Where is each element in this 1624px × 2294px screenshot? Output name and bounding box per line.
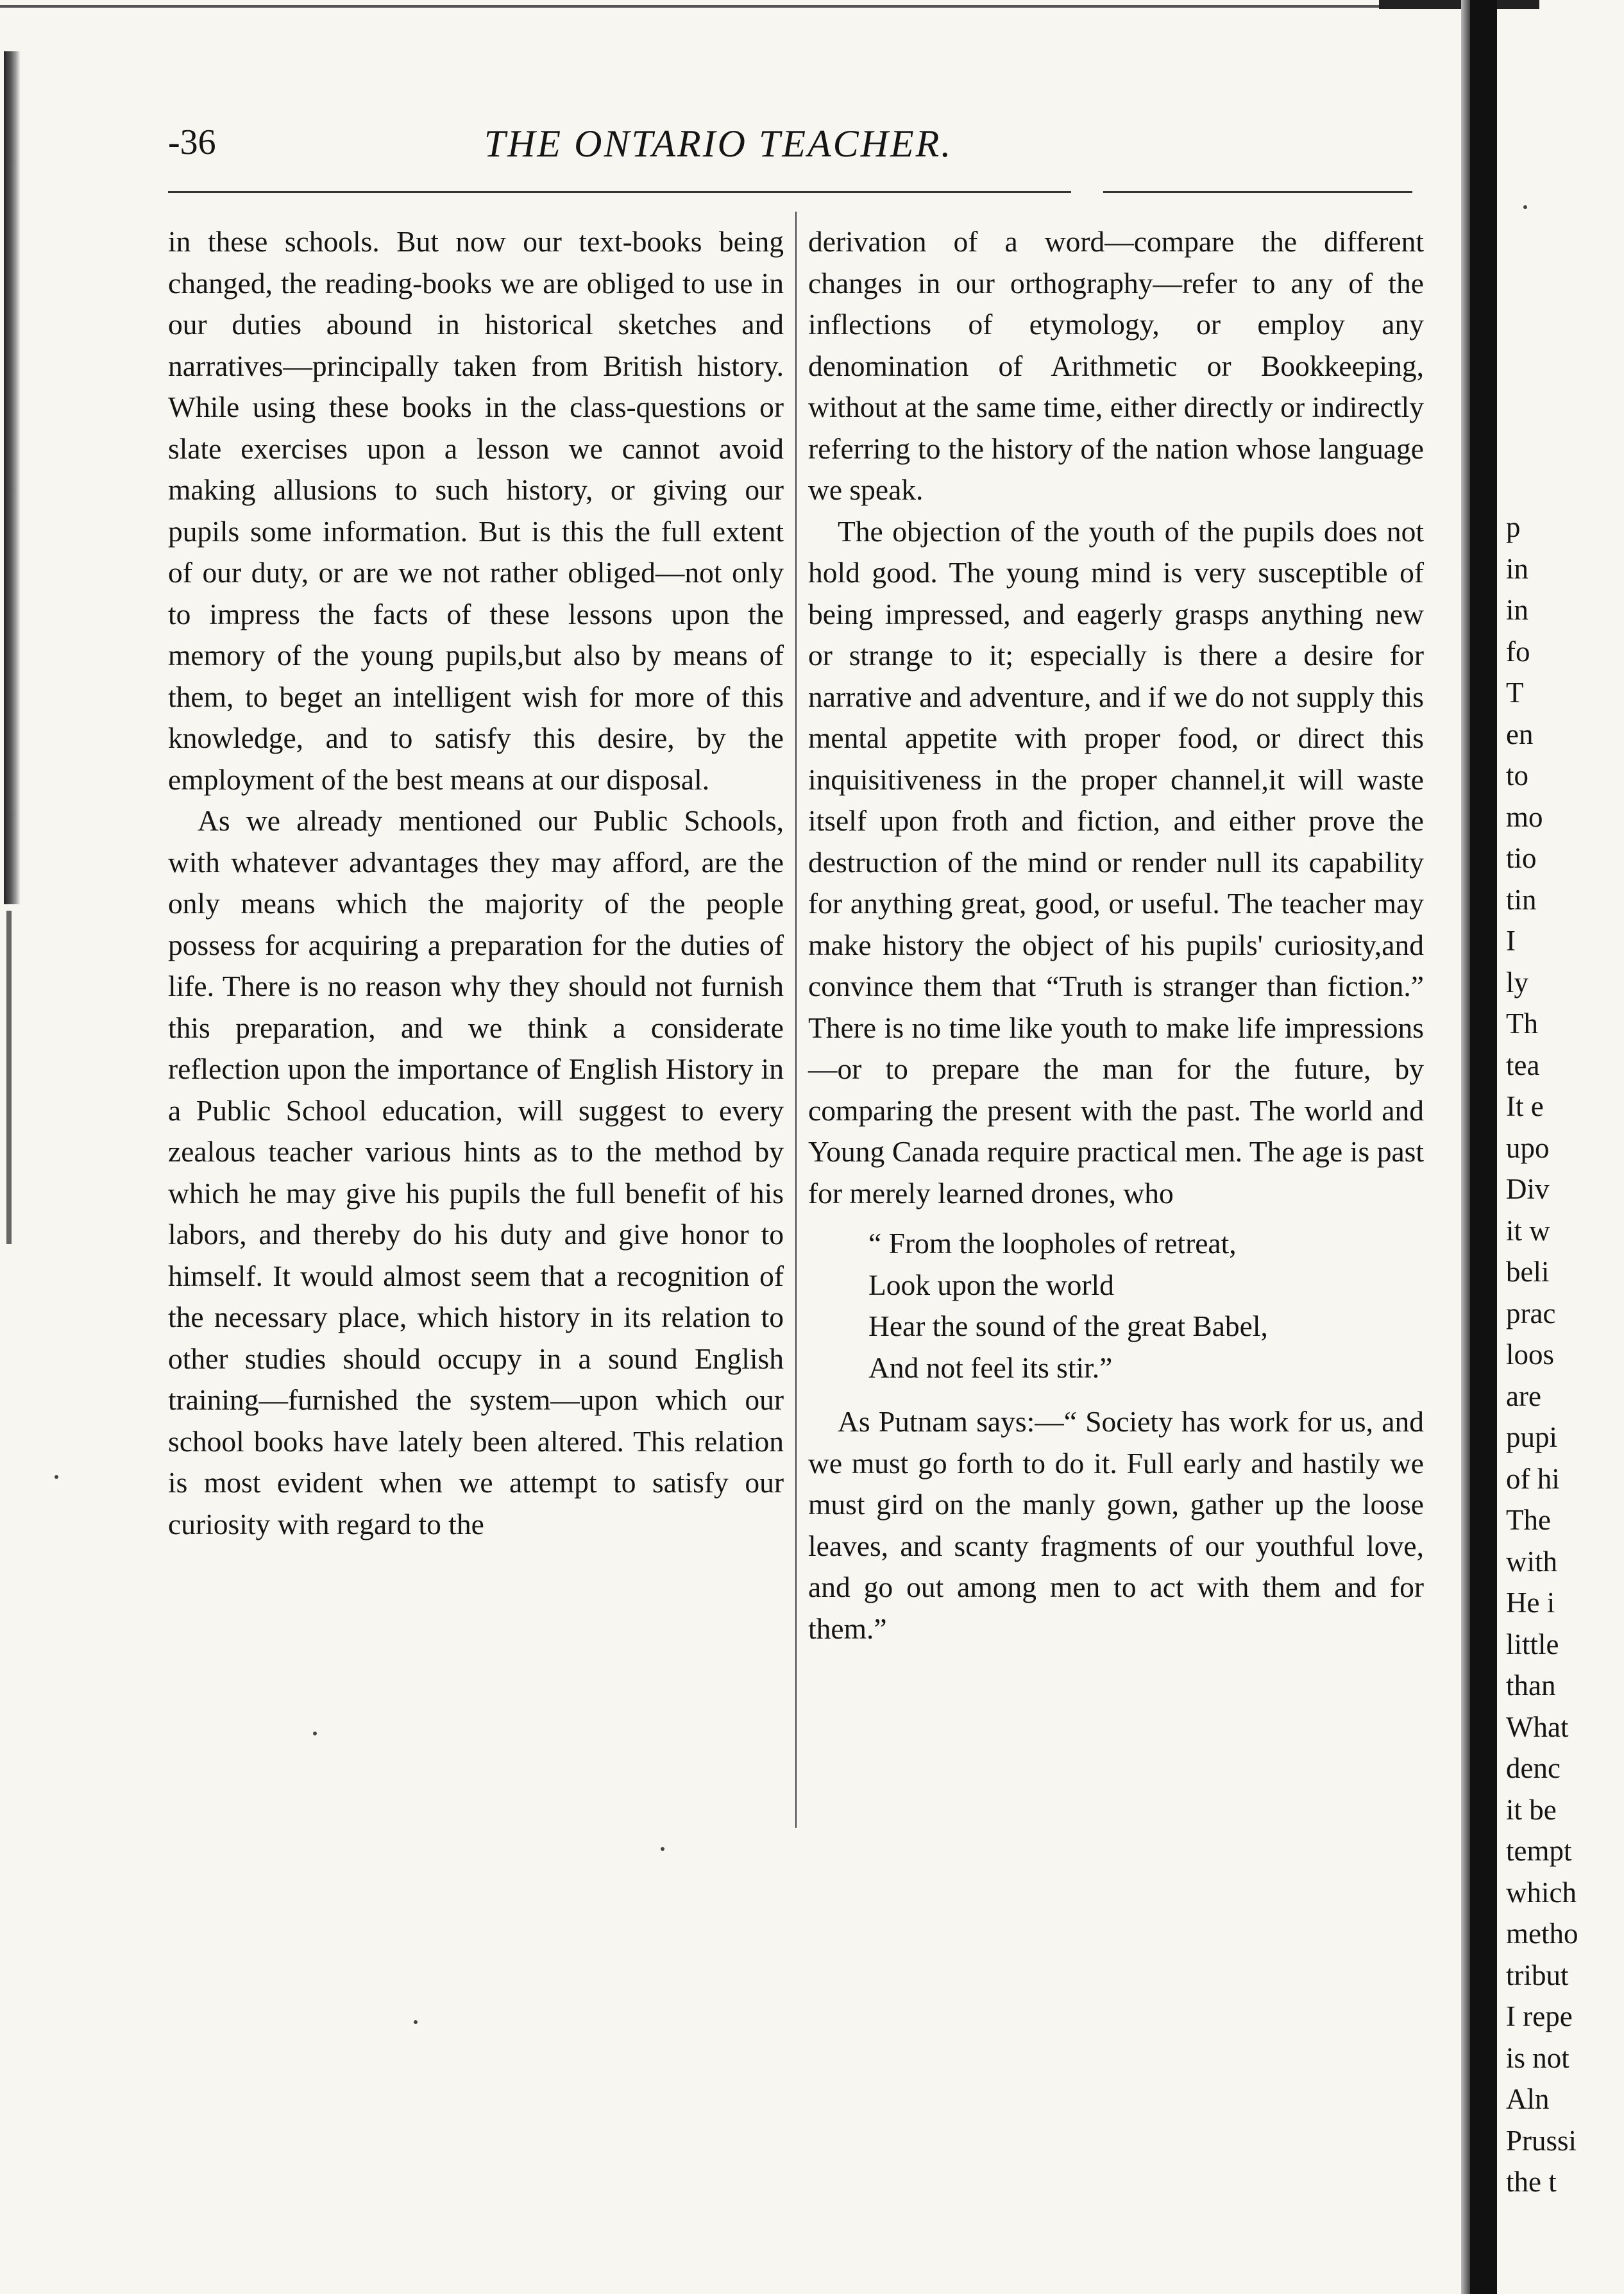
scan-speck [1523,205,1527,209]
edge-fragment: He i [1506,1587,1555,1619]
scan-speck [313,1732,317,1735]
left-scan-edge-lower [6,911,12,1244]
edge-fragment: Th [1506,1008,1538,1040]
scan-speck [661,1847,664,1851]
edge-fragment: I repe [1506,2000,1573,2032]
edge-fragment: ly [1506,966,1529,999]
column-divider [795,212,797,1828]
edge-fragment: It e [1506,1090,1544,1122]
header-rule [168,191,1412,193]
edge-fragment: to [1506,759,1529,791]
edge-fragment: metho [1506,1918,1578,1950]
right-paragraph-2: The objection of the youth of the pupils does not hold good. The young mind is very susceptible of being impressed, and eagerly grasps anything new or strange to it; especially is there a desire for narrative and adventure, and if we do not supply this mental appetite with proper food, or direct this inquisitiveness in the proper channel,it will waste itself upon froth and fiction, and either prove the destruction of the mind or render null its capability for anything great, good, or useful. The teacher may make history the object of his pupils' curiosity,and convince them that “Truth is stranger than fiction.” There is no time like youth to make life impressions—or to prepare the man for the future, by comparing the present with the past. The world and Young Canada require practical men. The age is past for merely learned drones, who [808,514,1424,1210]
book-spine [1470,0,1497,2294]
left-paragraph-1: in these schools. But now our text-books being changed, the reading-books we are obliged to use in our duties abound in historical sketches and narratives—principally taken from British history. While using these books in the class-questions or slate exercises upon a lesson we cannot avoid making allusions to such history, or giving our pupils some information. But is this the full extent of our duty, or are we not rather obliged—not only to impress the facts of these lessons upon the memory of the young pupils,but also by means of them, to beget an intelligent wish for more of this knowledge, and to satisfy this desire, by the employment of the best means at our disposal. [168,225,784,796]
right-paragraph-1: derivation of a word—compare the different changes in our orthography—refer to any of the inflections of etymology, or employ any denomination of Arithmetic or Bookkeeping, without at the same time, either directly or indirectly referring to the history of the nation whose language we speak. [808,225,1424,506]
edge-fragment: I [1506,925,1516,957]
header-rule-gap [1071,189,1103,195]
edge-fragment: beli [1506,1256,1550,1288]
edge-fragment: What [1506,1710,1569,1743]
poem-line: Look upon the world [868,1268,1114,1301]
next-page-edge-text [1506,507,1624,2203]
edge-fragment: tea [1506,1049,1540,1081]
edge-fragment: Div [1506,1173,1550,1205]
edge-fragment: tin [1506,883,1537,916]
edge-fragment: in [1506,552,1529,585]
edge-fragment: T [1506,677,1524,709]
top-scan-rule [0,5,1539,8]
poem-line: And not feel its stir.” [868,1351,1113,1384]
page-header [0,122,1437,180]
right-column [808,221,1424,1649]
edge-fragment: of hi [1506,1462,1560,1495]
edge-fragment: tribut [1506,1959,1569,1991]
edge-fragment: in [1506,594,1529,626]
page-number: -36 [168,122,216,162]
edge-fragment: loos [1506,1338,1555,1370]
edge-fragment: little [1506,1628,1559,1660]
edge-fragment: tempt [1506,1835,1572,1867]
edge-fragment: Aln [1506,2083,1550,2115]
top-scan-mark [1379,0,1539,9]
edge-fragment: denc [1506,1752,1561,1784]
poem-line: “ From the loopholes of retreat, [868,1227,1237,1260]
edge-fragment: pupi [1506,1421,1558,1453]
edge-fragment: it be [1506,1793,1557,1826]
edge-fragment: Prussi [1506,2124,1577,2157]
edge-fragment: upo [1506,1131,1550,1164]
edge-fragment: tio [1506,842,1537,874]
edge-fragment: it w [1506,1214,1550,1247]
left-paragraph-2: As we already mentioned our Public Schools, with whatever advantages they may afford, are the only means which the majority of the people possess for acquiring a preparation for the duties of life. There is no reason why they should not furnish this preparation, and we think a considerate reflection upon the importance of English History in a Public School education, will suggest to every zealous teacher various hints as to the method by which he may give his pupils the full benefit of his labors, and thereby do his duty and give honor to himself. It would almost seem that a recognition of the necessary place, which history in its relation to other studies should occupy in a sound English training—furnished the system—upon which our school books have lately been altered. This relation is most evident when we attempt to satisfy our curiosity with regard to the [168,804,784,1540]
edge-fragment: than [1506,1669,1556,1701]
running-title: THE ONTARIO TEACHER. [484,122,953,165]
scan-speck [414,2020,418,2024]
edge-fragment: p [1506,511,1521,543]
book-spine-shadow [1461,0,1470,2294]
edge-fragment: the t [1506,2166,1557,2198]
poem-quote [868,1223,1424,1388]
edge-fragment: The [1506,1504,1551,1536]
edge-fragment: with [1506,1545,1558,1578]
right-paragraph-3: As Putnam says:—“ Society has work for us, and we must go forth to do it. Full early and hastily we must gird on the manly gown, gather up the loose leaves, and scanty fragments of our youthful love, and go out among men to act with them and for them.” [808,1405,1424,1645]
edge-fragment: which [1506,1876,1577,1909]
edge-fragment: are [1506,1379,1541,1412]
edge-fragment: en [1506,718,1534,750]
poem-line: Hear the sound of the great Babel, [868,1310,1268,1342]
edge-fragment: prac [1506,1297,1556,1329]
edge-fragment: is not [1506,2041,1569,2074]
edge-fragment: fo [1506,635,1530,668]
left-column [168,221,784,1545]
edge-fragment: mo [1506,800,1543,833]
scan-speck [55,1475,58,1479]
